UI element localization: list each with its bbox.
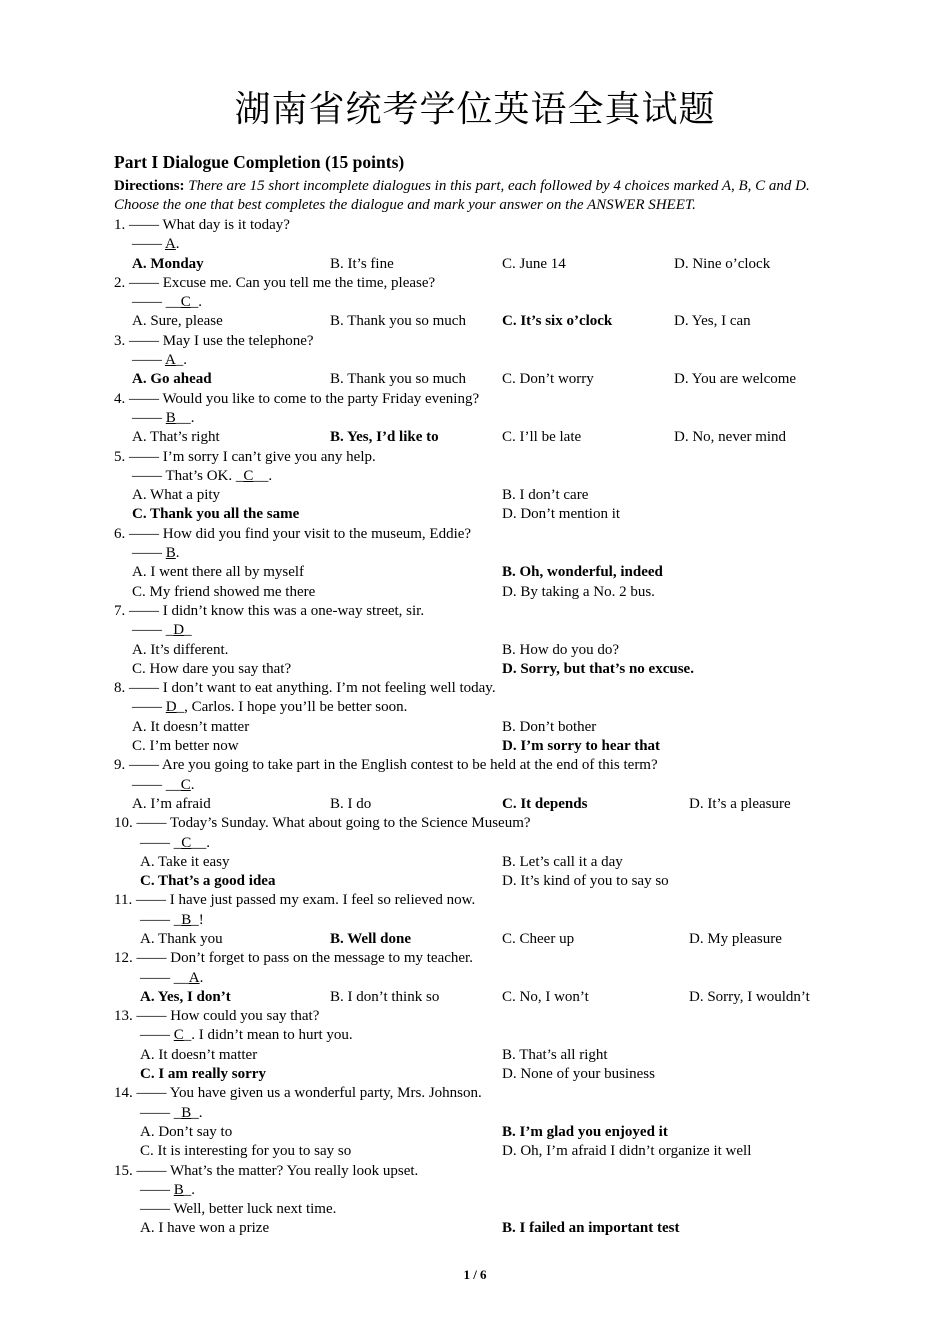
question-text: 14. —— You have given us a wonderful party, Mrs. Johnson. [114, 1085, 482, 1102]
answer-line [114, 409, 844, 428]
answer-blank [132, 293, 202, 312]
answer-blank [132, 698, 407, 717]
question-text: 15. —— What’s the matter? You really look upset. [114, 1162, 419, 1179]
option-a: A. Monday [132, 255, 204, 272]
option-c: C. I’ll be late [502, 429, 582, 446]
answer-line [114, 969, 844, 988]
option-row [114, 428, 844, 447]
option-a: A. Don’t say to [140, 1123, 233, 1140]
answer-suffix: _. I didn’t mean to hurt you. [183, 1027, 353, 1044]
option-row [114, 660, 844, 679]
option-row [114, 312, 844, 331]
answer-prefix: —— _ [140, 1104, 182, 1121]
question-text: 3. —— May I use the telephone? [114, 332, 314, 349]
question-prompt [114, 390, 844, 409]
answer-prefix: —— __ [140, 969, 189, 986]
option-row [114, 1123, 844, 1142]
answer-suffix: . [175, 545, 180, 562]
option-a: A. Go ahead [132, 371, 212, 388]
page-title: 湖南省统考学位英语全真试题 [234, 89, 716, 130]
answer-blank [140, 1026, 353, 1045]
answer-suffix: _. [190, 294, 203, 311]
answer-blank [140, 911, 204, 930]
option-b: B. I do [330, 795, 372, 812]
option-b: B. Yes, I’d like to [330, 429, 439, 446]
answer-letter: B [173, 1181, 184, 1198]
option-d: D. Don’t mention it [502, 506, 621, 523]
option-b: B. It’s fine [330, 255, 394, 272]
option-b: B. How do you do? [502, 641, 620, 658]
option-a: A. It’s different. [132, 641, 229, 658]
option-b: B. That’s all right [502, 1046, 608, 1063]
option-row [114, 853, 844, 872]
option-row [114, 583, 844, 602]
question-prompt [114, 949, 844, 968]
answer-line [114, 351, 844, 370]
answer-line [114, 1181, 844, 1200]
option-row [114, 486, 844, 505]
question-text: 6. —— How did you find your visit to the museum, Eddie? [114, 525, 472, 542]
option-d: D. Nine o’clock [674, 255, 771, 272]
answer-line [114, 911, 844, 930]
answer-blank [132, 467, 272, 486]
answer-letter: B [181, 1104, 192, 1121]
answer-line [114, 467, 844, 486]
option-row [114, 1065, 844, 1084]
option-c: C. It depends [502, 795, 588, 812]
option-a: A. Sure, please [132, 313, 223, 330]
answer-prefix: —— _ [140, 911, 182, 928]
option-a: A. It doesn’t matter [140, 1046, 258, 1063]
question-prompt [114, 679, 844, 698]
answer-blank [140, 969, 203, 988]
answer-prefix: —— [132, 409, 166, 426]
option-a: A. I’m afraid [132, 795, 211, 812]
question-prompt [114, 756, 844, 775]
option-b: B. I failed an important test [502, 1220, 680, 1237]
answer-letter: D [173, 622, 185, 639]
option-a: A. What a pity [132, 487, 221, 504]
answer-letter: B [181, 911, 192, 928]
answer-line [114, 834, 844, 853]
answer-prefix: —— That’s OK. _ [132, 467, 244, 484]
question-text: 4. —— Would you like to come to the party Friday evening? [114, 390, 480, 407]
answer-line [114, 293, 844, 312]
question-text: 7. —— I didn’t know this was a one-way street, sir. [114, 602, 425, 619]
directions [114, 177, 844, 216]
option-d: D. By taking a No. 2 bus. [502, 583, 655, 600]
option-c: C. How dare you say that? [132, 660, 292, 677]
option-row [114, 737, 844, 756]
answer-line [114, 544, 844, 563]
answer-suffix: _! [191, 911, 204, 928]
option-row [114, 1219, 844, 1238]
answer-prefix: —— __ [132, 294, 181, 311]
option-b: B. Oh, wonderful, indeed [502, 564, 663, 581]
answer-suffix: _. [183, 1181, 196, 1198]
option-a: A. I have won a prize [140, 1220, 270, 1237]
answer-letter: C [243, 467, 254, 484]
option-c: C. No, I won’t [502, 988, 589, 1005]
answer-blank [140, 1181, 195, 1200]
option-row [114, 795, 844, 814]
answer-line [114, 698, 844, 717]
question-list [114, 216, 844, 1239]
option-row [114, 930, 844, 949]
option-b: B. Thank you so much [330, 371, 466, 388]
answer-letter: A [164, 236, 176, 253]
option-b: B. Thank you so much [330, 313, 466, 330]
answer-blank [140, 834, 210, 853]
question-prompt [114, 1007, 844, 1026]
question-text: 12. —— Don’t forget to pass on the message to my teacher. [114, 950, 473, 967]
option-c: C. I am really sorry [140, 1066, 266, 1083]
option-d: D. It’s a pleasure [689, 795, 791, 812]
answer-blank [132, 621, 192, 640]
option-a: A. Thank you [140, 930, 223, 947]
option-a: A. It doesn’t matter [132, 718, 250, 735]
answer-letter: A [188, 969, 200, 986]
answer-suffix: __. [253, 467, 273, 484]
answer-letter: B [165, 545, 176, 562]
answer-suffix: __. [191, 834, 211, 851]
question-prompt [114, 1162, 844, 1181]
question-text: 9. —— Are you going to take part in the English contest to be held at the end of this term? [114, 757, 658, 774]
question-text: 5. —— I’m sorry I can’t give you any help. [114, 448, 376, 465]
answer-prefix: —— _ [140, 834, 182, 851]
answer-prefix: —— [132, 236, 165, 253]
answer-suffix: __. [175, 409, 195, 426]
answer-blank [132, 409, 195, 428]
answer-blank [140, 1104, 203, 1123]
option-a: A. I went there all by myself [132, 564, 305, 581]
answer-line [114, 235, 844, 254]
answer-letter: B [165, 409, 176, 426]
answer-letter: C [180, 776, 191, 793]
option-row [114, 718, 844, 737]
option-a: A. Take it easy [140, 853, 230, 870]
option-c: C. June 14 [502, 255, 566, 272]
question-prompt [114, 216, 844, 235]
question-prompt [114, 525, 844, 544]
question-text: 8. —— I don’t want to eat anything. I’m not feeling well today. [114, 680, 496, 697]
option-b: B. I’m glad you enjoyed it [502, 1123, 668, 1140]
answer-suffix: . [175, 236, 180, 253]
option-c: C. My friend showed me there [132, 583, 316, 600]
question-prompt [114, 814, 844, 833]
answer-suffix: _, Carlos. I hope you’ll be better soon. [176, 699, 408, 716]
option-b: B. Don’t bother [502, 718, 597, 735]
option-d: D. Sorry, I wouldn’t [689, 988, 810, 1005]
option-row [114, 988, 844, 1007]
question-prompt [114, 448, 844, 467]
answer-blank [132, 776, 195, 795]
answer-prefix: —— [140, 1181, 174, 1198]
option-row [114, 563, 844, 582]
question-text: 2. —— Excuse me. Can you tell me the time, please? [114, 274, 436, 291]
directions-label: Directions: [114, 178, 185, 194]
dialogue-reply [114, 1200, 844, 1219]
option-row [114, 872, 844, 891]
option-d: D. No, never mind [674, 429, 787, 446]
option-d: D. My pleasure [689, 930, 782, 947]
question-prompt [114, 274, 844, 293]
option-row [114, 255, 844, 274]
question-prompt [114, 1084, 844, 1103]
option-d: D. I’m sorry to hear that [502, 738, 661, 755]
option-a: A. Yes, I don’t [140, 988, 231, 1005]
answer-blank [132, 235, 180, 254]
answer-line [114, 1026, 844, 1045]
answer-blank [132, 544, 180, 563]
page-number: 1 / 6 [463, 1267, 487, 1282]
answer-suffix: _. [191, 1104, 203, 1121]
answer-suffix: . [199, 969, 204, 986]
answer-prefix: —— [140, 1027, 174, 1044]
option-c: C. Don’t worry [502, 371, 594, 388]
option-b: B. Well done [330, 930, 411, 947]
question-text: 11. —— I have just passed my exam. I feel so relieved now. [114, 892, 476, 909]
answer-letter: C [180, 294, 191, 311]
question-prompt [114, 332, 844, 351]
option-c: C. That’s a good idea [140, 873, 276, 890]
option-row [114, 1046, 844, 1065]
option-b: B. I don’t care [502, 487, 589, 504]
option-c: C. It is interesting for you to say so [140, 1143, 352, 1160]
option-b: B. Let’s call it a day [502, 853, 623, 870]
answer-prefix: —— __ [132, 776, 181, 793]
answer-suffix: _. [175, 352, 188, 369]
answer-prefix: —— [132, 545, 166, 562]
answer-suffix: . [190, 776, 195, 793]
question-text: 1. —— What day is it today? [114, 217, 290, 233]
answer-suffix: _ [184, 622, 192, 639]
option-d: D. It’s kind of you to say so [502, 873, 669, 890]
question-prompt [114, 891, 844, 910]
option-row [114, 641, 844, 660]
answer-blank [132, 351, 187, 370]
option-b: B. I don’t think so [330, 988, 440, 1005]
option-row [114, 505, 844, 524]
answer-prefix: —— _ [132, 622, 174, 639]
option-a: A. That’s right [132, 429, 220, 446]
option-d: D. Oh, I’m afraid I didn’t organize it well [502, 1143, 752, 1160]
answer-line [114, 1104, 844, 1123]
directions-text: There are 15 short incomplete dialogues in this part, each followed by 4 choices marked A, B, C and D. Choose the one that best completes the dialogue and mark your answer on the ANSWER SHEET. [114, 178, 810, 214]
option-d: D. None of your business [502, 1066, 655, 1083]
part-heading: Part I Dialogue Completion (15 points) [114, 152, 405, 172]
question-text: 13. —— How could you say that? [114, 1008, 320, 1025]
option-c: C. It’s six o’clock [502, 313, 613, 330]
reply-text: —— Well, better luck next time. [140, 1201, 337, 1218]
answer-line [114, 621, 844, 640]
option-c: C. Cheer up [502, 930, 575, 947]
option-d: D. You are welcome [674, 371, 797, 388]
option-c: C. Thank you all the same [132, 506, 300, 523]
option-d: D. Yes, I can [674, 313, 751, 330]
question-text: 10. —— Today’s Sunday. What about going to the Science Museum? [114, 815, 531, 832]
answer-prefix: —— [132, 352, 165, 369]
answer-letter: A [164, 352, 176, 369]
answer-letter: C [173, 1027, 184, 1044]
option-d: D. Sorry, but that’s no excuse. [502, 660, 694, 677]
option-row [114, 370, 844, 389]
question-prompt [114, 602, 844, 621]
answer-letter: C [181, 834, 192, 851]
option-row [114, 1142, 844, 1161]
option-c: C. I’m better now [132, 738, 239, 755]
answer-letter: D [165, 699, 177, 716]
answer-prefix: —— [132, 699, 166, 716]
answer-line [114, 776, 844, 795]
